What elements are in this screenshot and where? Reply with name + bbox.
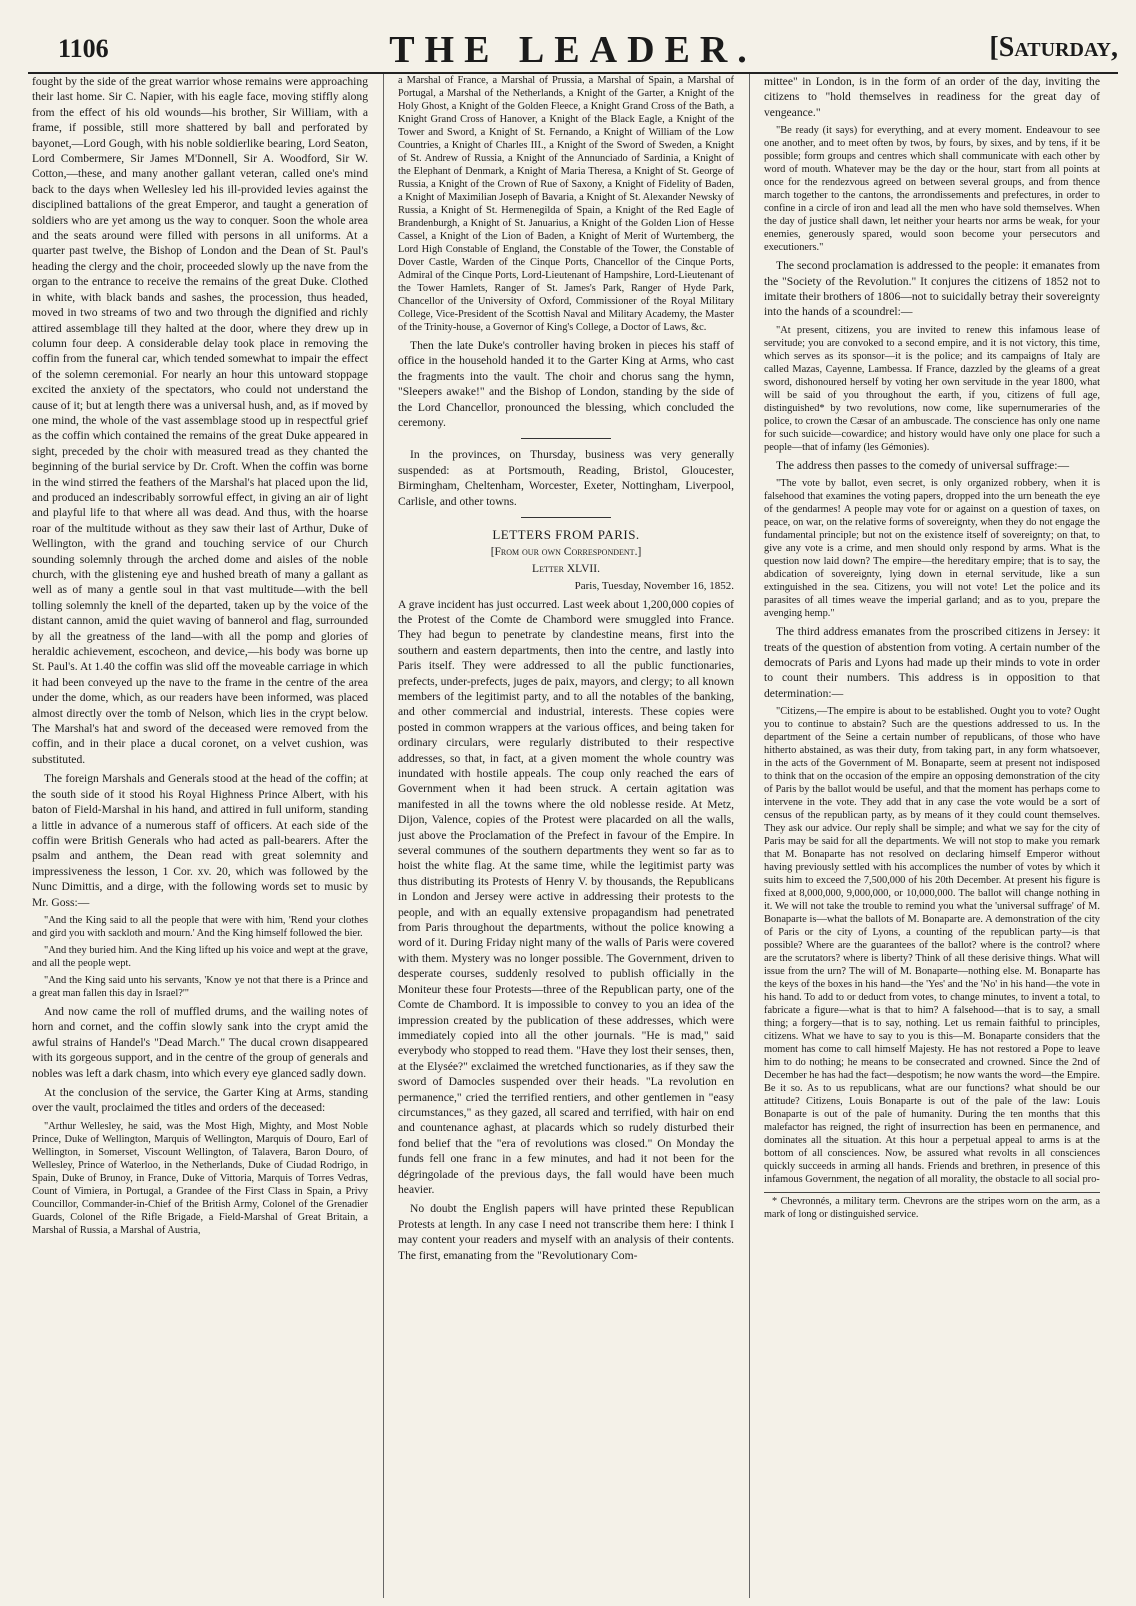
letter-paragraph: No doubt the English papers will have printed these Republican Protests at length. In any case I need not transcribe them here: I think I may content your readers and myself with an analysis of their contents. The first, emanating from the "Revolutionary Com- [398, 1202, 734, 1262]
letters-heading: LETTERS FROM PARIS. [492, 527, 640, 543]
column-3 [764, 74, 1100, 1598]
masthead-title: THE LEADER. [389, 29, 757, 71]
funeral-paragraph: fought by the side of the great warrior whose remains were approaching their last home. Sir C. Napier, with his eagle face, moving stiffly along from the effect of his old wounds—his brother, Sir William, with a frame, if possible, still more shattered by ball and perforated by bayonet,—Lord Gough, with his noble soldierlike bearing, Lord Seaton, Lord Combermere, Sir James M'Donnell, Sir A. Woodford, Sir W. Cotton,—these, and many another gallant veteran, called one's mind back to the days when Wellesley led his ill-provided levies against the disciplined battalions of the great Emperor, and taught a generation of soldiers who are yet among us the way to conquer. Soon the whole area and the seats around were filled with persons in all uniforms. At a quarter past twelve, the Bishop of London and the Dean of St. Paul's heading the clergy and the choir, proceeded slowly up the nave from the organ to the entrance to receive the remains of the great Duke. Clothed in white, with black bands and sashes, the procession, thus headed, moved in two streams of two and two through the dignified and richly attired assemblage till they halted at the door, where they drew up in column four deep. A considerable delay took place in removing the coffin from the funeral car, which tended somewhat to impair the effect of the solemn ceremonial. For nearly an hour this untoward stoppage excited the anxiety of the spectators, who could not understand the cause of it; but at length there was a universal hush, and, as if moved by one mind, the whole of the vast assemblage stood up in respectful grief as the coffin which contained the remains of the great Duke appeared in sight, preceded by the choir with measured tread as they chanted the beginning of the burial service by Dr. Croft. When the coffin was borne in the wind stirred the feathers of the Marshal's hat placed upon the lid, and produced an indescribably sorrowful effect, in giving an air of light and playful life to that where all was dead. And thus, with the hoarse roar of the multitude without as they saw their last of Arthur, Duke of Wellington, with the grand and touching service of our Church sounding solemnly through the arched dome and aisles of the noble church, with the glistening eye and hushed breath of many a gallant as well as of many a gentle soul in that vast multitude—with the bell tolling solemnly the knell of the departed, taken up by the voice of the distant cannon, amid the quiet waving of bannerol and flag, surrounded by all the greatness of the land—with all the pomp and glories of heraldic achievement, escocheon, and device,—his body was borne up St. Paul's. At 1.40 the coffin was slid off the moveable carriage in which it had been conveyed up the nave to the frame in the centre of the area under the dome, which, as our readers have been informed, was placed almost directly over the tomb of Nelson, which lies in the crypt below. The Marshal's hat and sword of the deceased were removed from the coffin, and in their place a ducal coronet, on a velvet cushion, was substituted. [32, 75, 368, 766]
column-rule [383, 74, 384, 1598]
dateline: Paris, Tuesday, November 16, 1852. [574, 579, 734, 592]
letter-paragraph: The second proclamation is addressed to the people: it emanates from the "Society of the Revolution." It conjures the citizens of 1852 not to imitate their brothers of 1806—not to suicidally betray their sovereignty into the hands of a scoundrel:— [764, 259, 1100, 319]
issue-day: [Saturday, [989, 32, 1118, 63]
dirge-quote: "And the King said to all the people that were with him, 'Rend your clothes and gird you with sackloth and mourn.' And the King himself followed the bier. [32, 914, 368, 939]
letter-number: Letter XLVII. [532, 562, 600, 575]
section-divider [521, 517, 611, 518]
funeral-paragraph: And now came the roll of muffled drums, and the wailing notes of horn and cornet, and the coffin slowly sank into the crypt amid the awful strains of Handel's "Dead March." The ducal crown disappeared with its gorgeous support, and in the centre of the group of generals and nobles was left a dark chasm, into which every eye glanced sadly down. [32, 1004, 368, 1080]
letter-paragraph: The address then passes to the comedy of universal suffrage:— [776, 458, 1070, 472]
proclamation-quote: "The vote by ballot, even secret, is only organized robbery, when it is falsehood that examines the voting papers, dropped into the urn beneath the eye of the gendarmes! A people may vote for or against on a question of taxes, on peace, on war, on the relative forms of sovereignty, when they do not engage the fundamental principle; but not on the existence itself of sovereignty; on that, to give any vote is a crime, and men should only respond by arms. What is the question now laid down? The empire—the hereditary empire; that is to say, the abdication of sovereignty, lying down in eternal servitude, like a sun extinguished in the sea. Citizens, you will not vote! Let the police and its parasites of all times weave the imperial garland; and as to you, prepare the avenging hemp." [764, 478, 1100, 620]
funeral-paragraph: The foreign Marshals and Generals stood at the head of the coffin; at the south side of it stood his Royal Highness Prince Albert, with his baton of Field-Marshal in his hand, and attired in full uniform, standing a little in advance of a numerous staff of officers. At each side of the coffin were British Generals who had acted as pall-bearers. After the psalm and anthem, the Dean read with great solemnity and impressiveness the lesson, 1 Cor. xv. 20, which was followed by the Nunc Dimittis, and a dirge, with the following words set to music by Mr. Goss:— [32, 772, 368, 909]
funeral-paragraph: At the conclusion of the service, the Garter King at Arms, standing over the vault, proclaimed the titles and orders of the deceased: [32, 1085, 368, 1115]
dirge-quote: "And they buried him. And the King lifted up his voice and wept at the grave, and all the people wept. [32, 944, 368, 969]
letter-paragraph: mittee" in London, is in the form of an order of the day, inviting the citizens to "hold themselves in readiness for the great day of vengeance." [764, 75, 1100, 119]
titles-quote: "Arthur Wellesley, he said, was the Most High, Mighty, and Most Noble Prince, Duke of Wellington, Marquis of Wellington, Marquis of Douro, Earl of Wellington, in Somerset, Viscount Wellington, of Talavera, Baron Douro, of Wellesley, Prince of Waterloo, in the Netherlands, Duke of Ciudad Rodrigo, in Spain, Duke of Brunoy, in France, Duke of Vittoria, Marquis of Torres Vedras, Count of Vimiera, in Portugal, a Grandee of the First Class in Spain, a Privy Councillor, Commander-in-Chief of the British Army, Colonel of the Grenadier Guards, Colonel of the Rifle Brigade, a Field-Marshal of Great Britain, a Marshal of Russia, a Marshal of Austria, [32, 1120, 368, 1236]
page-header [28, 16, 1118, 74]
footnote: * Chevronnés, a military term. Chevrons are the stripes worn on the arm, as a mark of long or distinguished service. [764, 1192, 1100, 1222]
provinces-paragraph: In the provinces, on Thursday, business was very generally suspended: as at Portsmouth, Reading, Bristol, Gloucester, Birmingham, Cheltenham, Worcester, Exeter, Nottingham, Liverpool, Carlisle, and other towns. [398, 448, 734, 508]
column-1 [32, 74, 368, 1598]
proclamation-quote: "Citizens,—The empire is about to be established. Ought you to vote? Ought you to continue to abstain? Such are the questions addressed to us. In the department of the Seine a certain number of republicans, of those who have hitherto abstained, as was their duty, from taking part, in any form whatsoever, in the acts of the Government of M. Bonaparte, seem at present not indisposed to think that on the occasion of the empire an opposing demonstration of the city of Paris by the ballot would be useful, and that the moment has perhaps come to intervene in the vote. They add that in any case the vote would be a sort of census of the republican party, as by means of it they could count themselves. They ask our advice. Our reply shall be simple; and what we say for the city of Paris may be said for all the departments. We will not stop to make you remark that M. Bonaparte has not resolved on declaring himself Emperor without having previously settled with his accomplices the number of votes by which it suits him to exceed the 7,500,000 of his 20th December. At present his figure is fixed at 8,000,000, 9,000,000, or 10,000,000. The ballot will change nothing in it. We will not take the trouble to remind you what the 'universal suffrage' of M. Bonaparte is—what the ballots of M. Bonaparte are. A demonstration of the city of Paris or the city of Lyons, a counting of the republican party—is that possible? Where are the guarantees of the ballot? where is the control? where are the scrutators? where is liberty? Think of all these derisive things. What will issue from the urn? The will of M. Bonaparte—nothing else. M. Bonaparte has the keys of the boxes in his hand—the 'Yes' and the 'No' in his hand—the vote in his hand. To add to or deduct from votes, to change minutes, to invent a total, to fabricate a figure—what is that to him? A falsehood—that is to say, a small thing; a forgery—that is to say, nothing. Let us remain faithful to principles, citizens. What we have to say to you is this—M. Bonaparte considers that the moment has come to call himself Majesty. He has not restored a Pope to leave him to do nothing; he means to be consecrated and crowned. Since the 2nd of December he has had the fact—despotism; he now wants the word—the Empire. Be it so. As to us republicans, what are our functions? what should be our attitude? Citizens, Louis Bonaparte is out of the pale of the law: Louis Bonaparte is out of the pale of humanity. During the ten months that this malefactor has reigned, the right of insurrection has been en permanence, and dominates all the situation. At this hour a perpetual appeal to arms is at the bottom of all consciences. Now, be assured what revolts in all consciences quickly succeeds in arming all hands. Friends and brethren, in presence of this infamous Government, the negation of all morality, the obstacle to all social pro- [764, 706, 1100, 1186]
letter-paragraph: The third address emanates from the proscribed citizens in Jersey: it treats of the question of abstention from voting. A certain number of the democrats of Paris and Lyons had made up their minds to vote in order to count their numbers. This address is in opposition to that determination:— [764, 625, 1100, 700]
dirge-quote: "And the King said unto his servants, 'Know ye not that there is a Prince and a great man fallen this day in Israel?'" [32, 974, 368, 999]
letter-paragraph: A grave incident has just occurred. Last week about 1,200,000 copies of the Protest of the Comte de Chambord were smuggled into France. They had begun to penetrate by clandestine means, first into the southern and eastern departments, then into the centre, and lastly into Paris itself. They were addressed to all the public functionaries, prefects, under-prefects, juges de paix, mayors, and clergy; to all known members of the legitimist party, and to all the notables of the banking, and other commercial and industrial, interests. These copies were posted in common wrappers at the various offices, and being taken for ordinary circulars, were regularly distributed to their respective addresses, so that, in fact, at a given moment the whole country was inundated with hostile appeals. The coup only reached the ears of Government when it had been struck. A certain agitation was manifested in all the towns where the old noblesse reside. At Metz, Dijon, Valence, copies of the Protest were placarded on all the walls, just above the Proclamation of the Prefect in favour of the Empire. In several communes of the southern departments they went so far as to hoist the white flag. At the same time, while the legitimist party was thus distributing its Protests of Henry V. by thousands, the Republicans in London and Jersey were active in addressing their protests to the people, and with an equally extensive propagandism had penetrated from Paris throughout the departments, without the police knowing a word of it. During Friday night many of the walls of Paris were covered with them. Mystery was no longer possible. The Government, driven to desperate courses, suddenly resolved to publish officially in the Moniteur these four Protests—three of the Republican party, one of the Comte de Chambord. It is impossible to convey to you an idea of the impression created by the publication of these addresses, which were immediately copied into all the other journals. "He is mad," said everybody who stopped to read them. "Have they lost their senses, then, at the Elysée?" exclaimed the wretched functionaries, as if they saw the sword of Damocles suspended over their heads. "La revolution en permanence," cried the terrified rentiers, and other gentlemen in "easy circumstances," as they gazed, all scared and terrified, with hair on end and countenance aghast, at placards which so rudely disturbed their fond belief that the "era of revolutions was closed." On Monday the funds fell one franc in a few minutes, and had it not been for the dégringolade of the previous days, the fall would have been much heavier. [398, 597, 734, 1196]
proclamation-quote: "Be ready (it says) for everything, and at every moment. Endeavour to see one another, and to meet often by twos, by fours, by sixes, and by tens, if it be possible; form groups and centres which shall communicate with each other by word of mouth. Whatever may be the day or the hour, start from all points at once for the rendezvous agreed on between several groups, and from thence march together to the cantons, the arrondissements and prefectures, in order to confine in a circle of iron and lead all the men who have sold themselves. When the day of justice shall dawn, let neither your hearts nor arms be weak, for your enemies, generously spared, would soon become your persecutors and executioners." [764, 125, 1100, 254]
section-divider [521, 438, 611, 439]
proclamation-quote: "At present, citizens, you are invited to renew this infamous lease of servitude; you are convoked to a second empire, and it is not victory, this time, which serves as its sponsor—it is the police; and its campaigns of Italy are called Mazas, Cayenne, Lambessa. If France, dazzled by the gleams of a great sword, dishonoured herself by voting her own servitude in the year 1800, what will be said of you throughout the earth, if you, citizens of full age, distinguished* by two revolutions, now come, like supernumeraries of the police, to crown the Cæsar of an ambuscade. The conscience has only one name for such suicide—cowardice; and history would have only one place for such a people—that of infamy (les Gémonies). [764, 324, 1100, 453]
funeral-paragraph: Then the late Duke's controller having broken in pieces his staff of office in the household handed it to the Garter King at Arms, who cast the fragments into the vault. The choir and chorus sang the hymn, "Sleepers awake!" and the Bishop of London, standing by the side of the Lord Chancellor, pronounced the blessing, which concluded the ceremony. [398, 339, 734, 430]
titles-quote: a Marshal of France, a Marshal of Prussia, a Marshal of Spain, a Marshal of Portugal, a Marshal of the Netherlands, a Knight of the Garter, a Knight of the Holy Ghost, a Knight of the Golden Fleece, a Knight Grand Cross of the Bath, a Knight Grand Cross of Hanover, a Knight of the Black Eagle, a Knight of the Tower and Sword, a Knight of St. Fernando, a Knight of William of the Low Countries, a Knight of Charles III., a Knight of the Sword of Sweden, a Knight of St. Andrew of Russia, a Knight of the Annunciado of Sardinia, a Knight of the Elephant of Denmark, a Knight of Maria Theresa, a Knight of St. George of Russia, a Knight of the Crown of Rue of Saxony, a Knight of Fidelity of Baden, a Knight of Maximilian Joseph of Bavaria, a Knight of St. Alexander Newsky of Russia, a Knight of St. Hermenegilda of Spain, a Knight of the Red Eagle of Brandenburgh, a Knight of St. Januarius, a Knight of the Golden Lion of Hesse Cassel, a Knight of the Lion of Baden, a Knight of Merit of Wurtemberg, the Lord High Constable of England, the Constable of the Tower, the Constable of Dover Castle, Warden of the Cinque Ports, Chancellor of the Cinque Ports, Admiral of the Cinque Ports, Lord-Lieutenant of Hampshire, Lord-Lieutenant of the Tower Hamlets, Ranger of St. James's Park, Ranger of Hyde Park, Chancellor of the University of Oxford, Commissioner of the Royal Military College, Vice-President of the Scottish Naval and Military Academy, the Master of the Trinity-house, a Governor of King's College, a Doctor of Laws, &c. [398, 75, 734, 333]
correspondent-line: [From our own Correspondent.] [490, 546, 642, 559]
page-number: 1106 [58, 34, 109, 63]
column-2 [398, 74, 734, 1598]
column-rule [749, 74, 750, 1598]
